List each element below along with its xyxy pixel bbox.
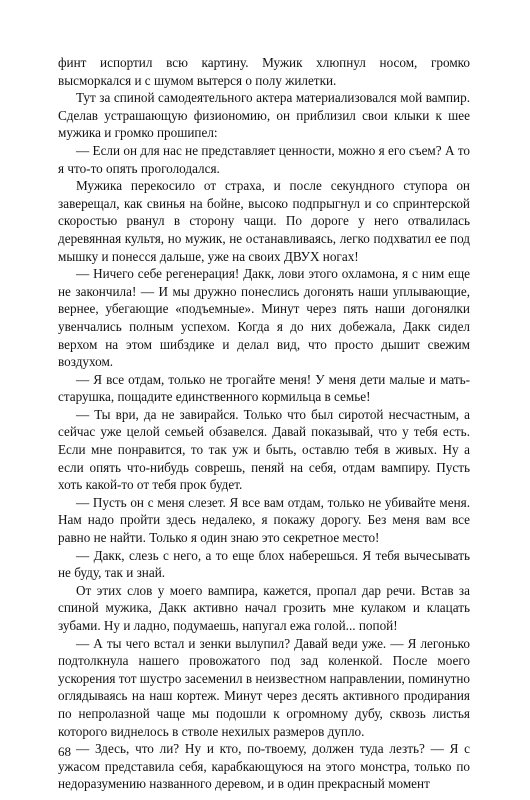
- paragraph: От этих слов у моего вампира, кажется, пропал дар речи. Встав за спиной мужика, Дакк активно начал грозить мне кулаком и клацать зубами. Ну и ладно, подумаешь, напугал ежа голой... попой!: [58, 582, 470, 633]
- paragraph: Мужика перекосило от страха, и после секундного ступора он заверещал, как свинья на бойне, высоко подпрыгнул и со спринтерской скоростью рванул в сторону чащи. По дороге у него отвалилась деревянная культя, но мужик, не останавливаясь, легко подхватил ее под мышку и понесся дальше, уже на своих ДВУХ ногах!: [58, 178, 470, 264]
- paragraph: — Если он для нас не представляет ценности, можно я его съем? А то я что-то опять проголодался.: [58, 142, 470, 176]
- paragraph: — Пусть он с меня слезет. Я все вам отдам, только не убивайте меня. Нам надо пройти здесь недалеко, я покажу дорогу. Без меня вам все равно не найти. Только я один знаю это секретное место!: [58, 494, 470, 546]
- page-text: [58, 54, 470, 793]
- paragraph: — Дакк, слезь с него, а то еще блох наберешься. Я тебя вычесывать не буду, так и знай.: [58, 547, 470, 581]
- paragraph: финт испортил всю картину. Мужик хлюпнул носом, громко высморкался и с шумом вытерся о полу жилетки.: [58, 55, 470, 88]
- paragraph: Тут за спиной самодеятельного актера материализовался мой вампир. Сделав устрашающую физиономию, он приблизил свои клыки к шее мужика и громко прошипел:: [58, 90, 470, 141]
- paragraph: — Здесь, что ли? Ну и кто, по-твоему, должен туда лезть? — Я с ужасом представила себя, карабкающуюся на этого монстра, только по недоразумению названного деревом, и в один прекрасный момент: [58, 741, 470, 792]
- paragraph: — Ты ври, да не завирайся. Только что был сиротой несчастным, а сейчас уже целой семьей обзавелся. Давай показывай, что у тебя есть. Если мне понравится, то так уж и быть, оставлю тебя в живых. Ну а если опять что-нибудь соврешь, пеняй на себя, отдам вампиру. Пусть хоть какой-то от тебя прок будет.: [58, 406, 470, 493]
- paragraph: — Ничего себе регенерация! Дакк, лови этого охламона, я с ним еще не закончила! — И мы дружно понеслись догонять наши уплывающие, вернее, убегающие «подъемные». Минут через пять наши догонялки увенчались полным успехом. Когда я до них добежала, Дакк сидел верхом на этом шибздике и делал вид, что просто дышит свежим воздухом.: [58, 266, 470, 370]
- paragraph: — А ты чего встал и зенки вылупил? Давай веди уже. — Я легонько подтолкнула нашего провожатого под зад коленкой. После моего ускорения тот шустро засеменил в неизвестном направлении, поминутно оглядываясь на наш кортеж. Минут через десять активного продирания по непролазной чаще мы подошли к огромному дубу, сквозь листья которого виднелось в стволе нехилых размеров дупло.: [58, 635, 470, 739]
- paragraph: — Я все отдам, только не трогайте меня! У меня дети малые и мать-старушка, пощадите единственного кормильца в семье!: [58, 371, 470, 405]
- page-number: 68: [58, 744, 71, 759]
